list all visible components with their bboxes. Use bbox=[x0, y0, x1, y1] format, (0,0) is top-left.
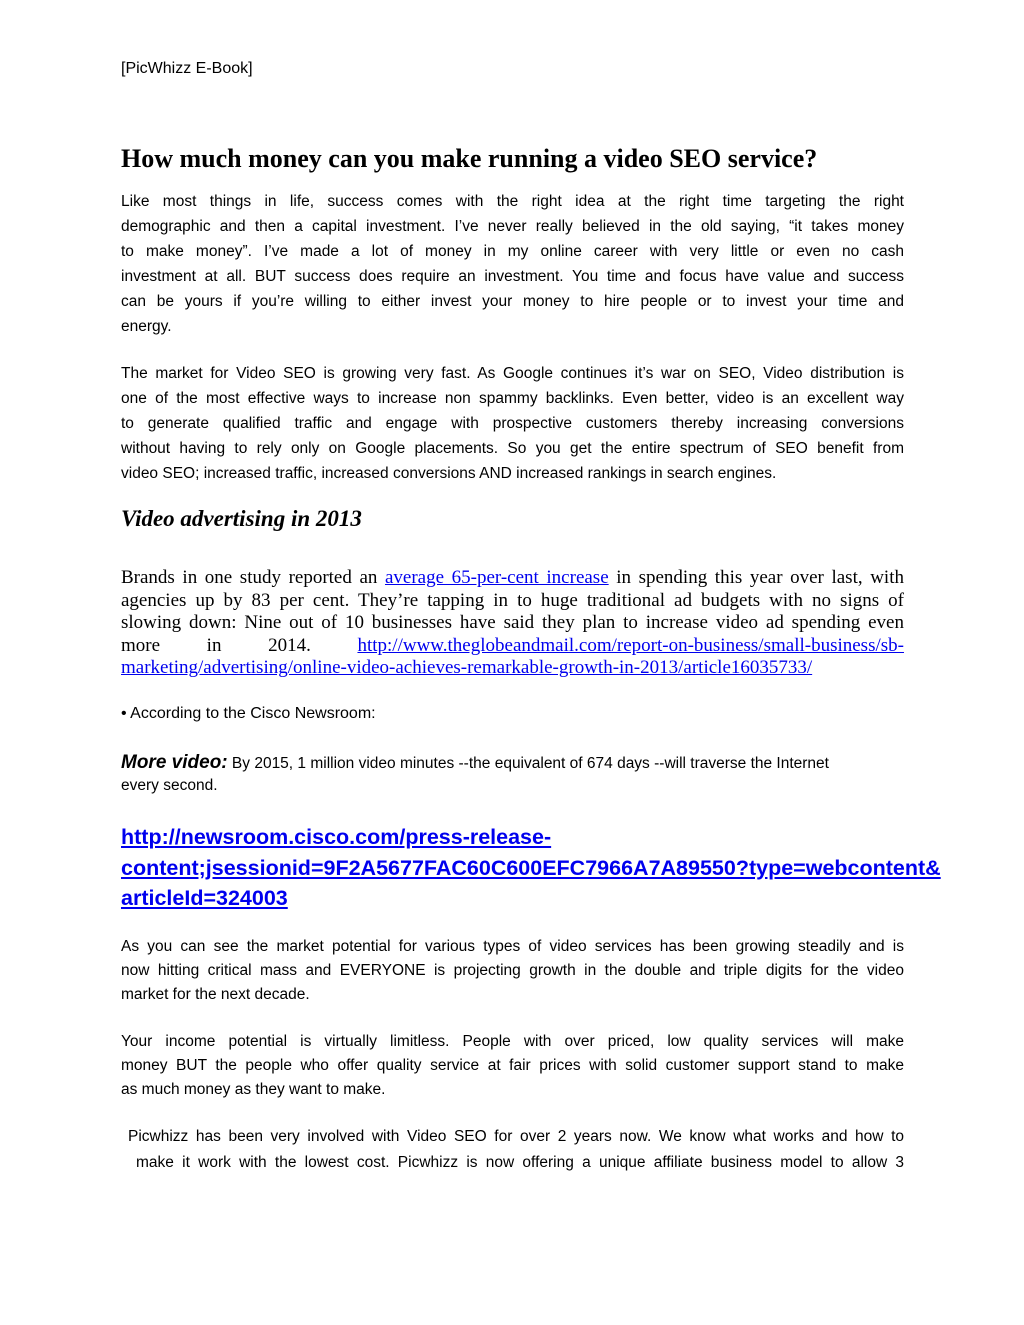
globeandmail-link[interactable]: http://www.theglobeandmail.com/report-on-business/small-business/sb- bbox=[357, 634, 904, 656]
text-line: investment at all. BUT success does require an investment. You time and focus have value and success bbox=[121, 268, 904, 285]
bullet-icon: • bbox=[121, 705, 127, 722]
text-line: to make money”. I’ve made a lot of money in my online career with very little or even no cash bbox=[121, 243, 904, 260]
globeandmail-link-cont[interactable]: marketing/advertising/online-video-achieves-remarkable-growth-in-2013/article16035733/ bbox=[121, 657, 813, 679]
text-line: to generate qualified traffic and engage with prospective customers thereby increasing conversions bbox=[121, 415, 904, 432]
text-line: Picwhizz has been very involved with Video SEO for over 2 years now. We know what works and how to bbox=[128, 1128, 904, 1145]
section-heading: Video advertising in 2013 bbox=[121, 506, 362, 531]
text: in spending this year over last, with bbox=[608, 567, 904, 588]
text-line: as much money as they want to make. bbox=[121, 1081, 386, 1098]
text-line: money BUT the people who offer quality service at fair prices with solid customer support stand to make bbox=[121, 1057, 904, 1074]
text-line: As you can see the market potential for various types of video services has been growing steadily and is bbox=[121, 938, 904, 955]
text: in bbox=[206, 634, 222, 656]
text: 2014. bbox=[268, 634, 311, 656]
paragraph-market bbox=[121, 361, 904, 486]
cisco-newsroom-link[interactable]: http://newsroom.cisco.com/press-release- bbox=[121, 825, 552, 849]
text-line: video SEO; increased traffic, increased conversions AND increased rankings in search engines. bbox=[121, 465, 777, 482]
cisco-newsroom-link-cont[interactable]: articleId=324003 bbox=[121, 886, 288, 910]
more-video-paragraph bbox=[121, 752, 904, 797]
cisco-link-block bbox=[121, 822, 941, 914]
more-video-label: More video: bbox=[121, 752, 228, 773]
text-line: energy. bbox=[121, 318, 172, 335]
bullet-item bbox=[121, 705, 904, 723]
text-line: now hitting critical mass and EVERYONE is projecting growth in the double and triple digits for the video bbox=[121, 962, 904, 979]
text-line: market for the next decade. bbox=[121, 986, 310, 1003]
text-line: without having to rely only on Google placements. So you get the entire spectrum of SEO benefit from bbox=[121, 440, 904, 457]
text-line: one of the most effective ways to increase non spammy backlinks. Even better, video is an excellent way bbox=[121, 390, 904, 407]
text: By 2015, 1 million video minutes --the equivalent of 674 days --will traverse the Internet bbox=[227, 755, 829, 772]
bullet-text: According to the Cisco Newsroom: bbox=[130, 705, 376, 722]
paragraph-income bbox=[121, 1030, 904, 1102]
paragraph-potential bbox=[121, 935, 904, 1007]
text-line: The market for Video SEO is growing very fast. As Google continues it’s war on SEO, Video distribution is bbox=[121, 365, 904, 382]
text-line: slowing down: Nine out of 10 businesses have said they plan to increase video ad spending even bbox=[121, 612, 904, 634]
text-line: every second. bbox=[121, 777, 218, 794]
paragraph-picwhizz bbox=[128, 1124, 904, 1176]
text-line: Like most things in life, success comes with the right idea at the right time targeting the right bbox=[121, 193, 904, 210]
text: more bbox=[121, 634, 161, 656]
page-title: How much money can you make running a video SEO service? bbox=[121, 144, 818, 173]
text-line: demographic and then a capital investment. I’ve never really believed in the old saying, “it takes money bbox=[121, 218, 904, 235]
text-line: agencies up by 83 per cent. They’re tapping in to huge traditional ad budgets with no signs of bbox=[121, 589, 904, 611]
text-line: can be yours if you’re willing to either invest your money to hire people or to invest your time and bbox=[121, 293, 904, 310]
text: Brands in one study reported an bbox=[121, 567, 385, 588]
paragraph-intro bbox=[121, 189, 904, 339]
cisco-newsroom-link-cont[interactable]: content;jsessionid=9F2A5677FAC60C600EFC7966A7A89550?type=webcontent& bbox=[121, 855, 941, 880]
text-line: make it work with the lowest cost. Picwhizz is now offering a unique affiliate business model to allow 3 bbox=[136, 1154, 904, 1171]
text-line: Your income potential is virtually limitless. People with over priced, low quality services will make bbox=[121, 1033, 904, 1050]
paragraph-advertising bbox=[121, 567, 904, 680]
page-header: [PicWhizz E-Book] bbox=[121, 60, 253, 77]
average-increase-link[interactable]: average 65-per-cent increase bbox=[384, 567, 609, 588]
